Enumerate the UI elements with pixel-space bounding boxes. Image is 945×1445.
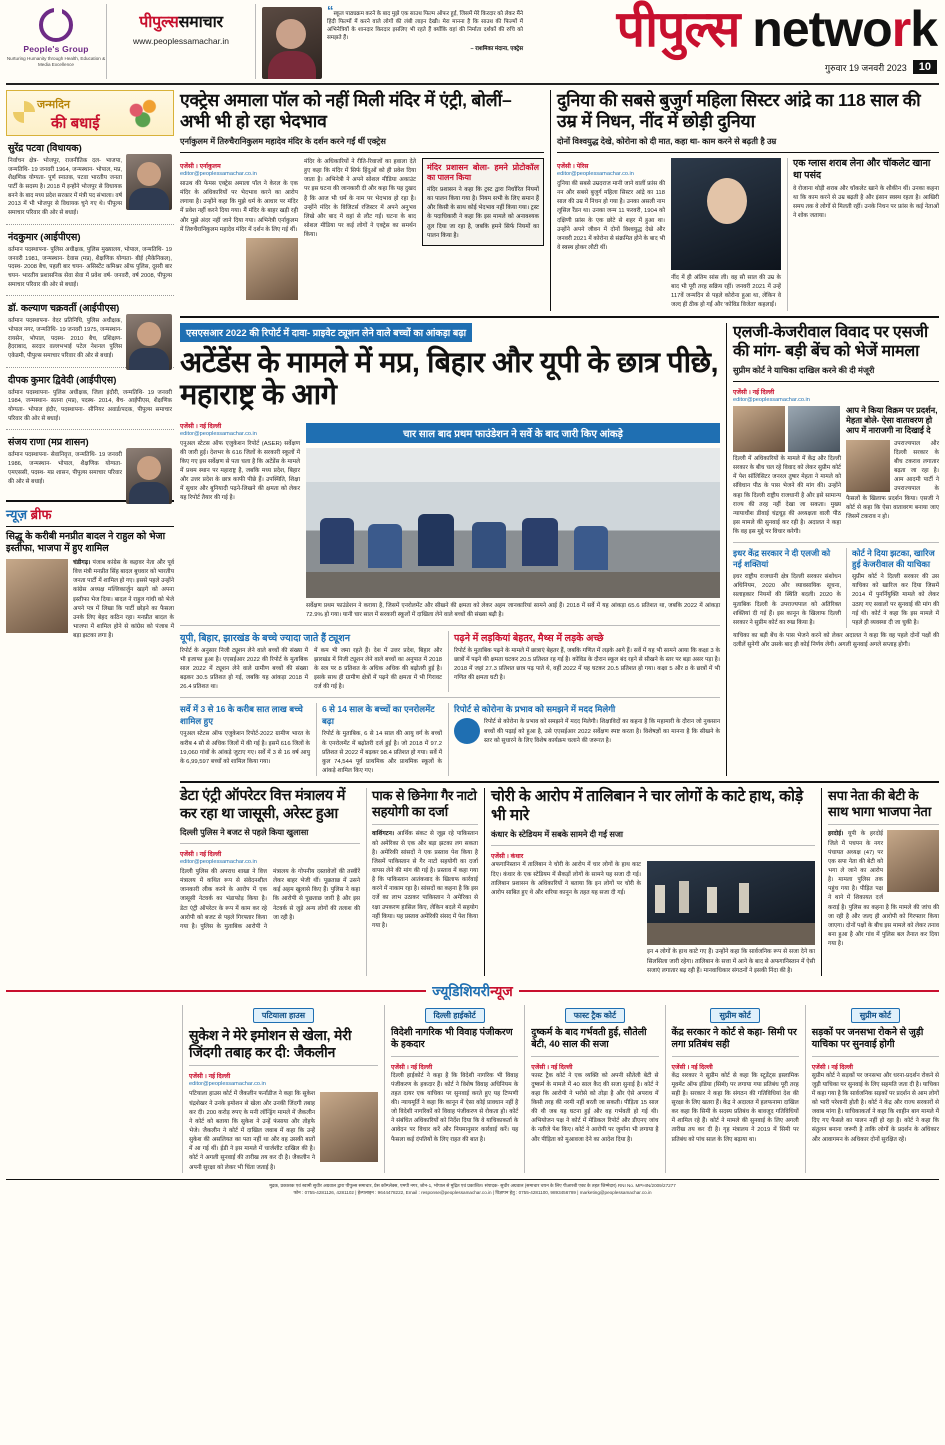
person-name: सुरेंद्र पटवा (विधायक) xyxy=(8,143,82,154)
nun-photo xyxy=(671,158,781,270)
story-sister-andre xyxy=(550,90,939,311)
court-tag: सुप्रीम कोर्ट xyxy=(710,1008,759,1023)
side-body: वे रोजाना थोड़ी शराब और चॉकलेट खाने के शौकीन थीं। उनका कहना था कि काम करने से उम्र बढ़ती है और इंसान स्वस्थ रहता है। आखिरी समय तक वे लोगों से मिलती रहीं। उनके निधन पर फ्रांस के कई नेताओं ने शोक जताया। xyxy=(793,185,939,220)
side-headline: एक ग्लास शराब लेना और चॉकलेट खाना था पसंद xyxy=(793,158,931,181)
headline: पाक से छिनेगा गैर नाटो सहयोगी का दर्जा xyxy=(372,788,477,819)
lg-mid-body: इधर राष्ट्रीय राजधानी क्षेत्र दिल्ली सरकार संशोधन अधिनियम, 2020 और व्यावसायिक सूचना, सलाहकार नियमों की स्थिति बदली। 2020 के मुताबिक दिल्ली के उपराज्यपाल को अतिरिक्त शक्तियां दी गई हैं। इस कानून के खिलाफ दिल्ली सरकार ने सुप्रीम कोर्ट का रुख किया है। xyxy=(733,574,841,626)
lead-ribbon: चार साल बाद प्रथम फाउंडेशन ने सर्वे के बाद जारी किए आंकड़े xyxy=(306,423,720,443)
actress-photo xyxy=(246,238,298,300)
politician-photo-2 xyxy=(788,406,840,452)
judiciary-item xyxy=(6,1005,176,1173)
birthday-title-line2: की बधाई xyxy=(51,115,100,132)
sapa-body: यूपी के हरदोई जिले में पचपन के नगर पंचायत अध्यक्ष (47) पर एक सपा नेता की बेटी को भगा ले जाने का आरोप है। मामला पुलिस तक पहुंच गया है। पीड़ित पक्ष ने थाने में शिकायत दर्ज कराई है। पुलिस का कहना है कि मामले की जांच की जा रही है और जल्द ही आरोपी को गिरफ्तार किया जाएगा। दोनों पक्षों के बीच इस मामले को लेकर तनाव बना हुआ है और गांव में पुलिस बल तैनात कर दिया गया है। xyxy=(828,831,939,948)
story-taliban xyxy=(484,788,815,976)
judiciary-body: दिल्ली हाईकोर्ट ने कहा है कि विदेशी नागरिक भी विवाह पंजीकरण के हकदार हैं। कोर्ट ने विशेष विवाह अधिनियम के तहत दायर एक याचिका पर सुनवाई करते हुए यह टिप्पणी की। न्यायमूर्ति ने कहा कि कानून में ऐसा कोई प्रावधान नहीं है जो विदेशी नागरिकों को विवाह पंजीकरण से रोकता हो। कोर्ट ने संबंधित अधिकारियों को निर्देश दिया कि वे याचिकाकर्ता के आवेदन पर विचार करें और नियमानुसार कार्रवाई करें। यह फैसला कई दंपतियों के लिए राहत की बात है। xyxy=(391,1072,519,1143)
footer-imprint xyxy=(6,1179,939,1197)
story-sapa xyxy=(821,788,939,976)
publisher-logo xyxy=(6,4,106,79)
judiciary-item xyxy=(524,1005,658,1173)
judiciary-body: केंद्र सरकार ने सुप्रीम कोर्ट से कहा कि स्टूडेंट्स इस्लामिक मूवमेंट ऑफ इंडिया (सिमी) पर लगाया गया प्रतिबंध पूरी तरह सही है। सरकार ने कहा कि संगठन की गतिविधियां देश की सुरक्षा के लिए खतरा हैं। केंद्र ने अदालत में हलफनामा दाखिल कर कहा कि सिमी के सदस्य प्रतिबंध के बावजूद गतिविधियों में शामिल रहे हैं। कोर्ट ने मामले की सुनवाई के लिए अगली तारीख तय कर दी है। गृह मंत्रालय ने 2019 में सिमी पर प्रतिबंध को पांच साल के लिए बढ़ाया था। xyxy=(671,1072,799,1143)
headline: दुनिया की सबसे बुजुर्ग महिला सिस्टर आंद्रे का 118 साल की उम्र में निधन, नींद में छोड़ी दुनिया xyxy=(557,90,921,131)
news-brief-body: पंजाब कांग्रेस के कद्दावर नेता और पूर्व वित्त मंत्री मनप्रीत सिंह बादल बुधवार को भारतीय जनता पार्टी में शामिल हो गए। इससे पहले उन्होंने कांग्रेस अध्यक्ष मल्लिकार्जुन खड़गे को अपना इस्तीफा भेज दिया। बादल ने राहुल गांधी को भेजे अपने पत्र में लिखा कि पार्टी छोड़ने का फैसला उनके लिए बेहद कठिन रहा। मनप्रीत बादल के भाजपा में शामिल होने से कांग्रेस को पंजाब में बड़ा झटका लगा है। xyxy=(73,559,174,640)
deck: दिल्ली पुलिस ने बजट से पहले किया खुलासा xyxy=(180,827,309,837)
judiciary-item xyxy=(384,1005,518,1173)
sparkle-icon xyxy=(13,101,35,123)
quote-mark-icon: “ xyxy=(327,3,334,18)
byline: वाशिंगटन। xyxy=(372,831,395,838)
byline: हरदोई। xyxy=(828,831,844,838)
lg-body: दिल्ली में अधिकारियों के मामले में केंद्र और दिल्ली सरकार के बीच चल रहे विवाद को लेकर सुप्रीम कोर्ट में पेश सॉलिसिटर जनरल तुषार मेहता ने मामले को संविधान पीठ के पास भेजने की मांग की। उन्होंने कहा कि दिल्ली राष्ट्रीय राजधानी है और इसे सामान्य राज्य की तरह नहीं देखा जा सकता। मुख्य न्यायाधीश डीवाई चंद्रचूड़ की अध्यक्षता वाली पीठ इस मामले की सुनवाई कर रही है। अदालत ने कहा कि वह इस मुद्दे पर विचार करेगी। xyxy=(733,455,841,536)
byline: एजेंसी । नई दिल्ली xyxy=(733,388,775,396)
lg-bottom-sub: कोर्ट ने दिया झटका, खारिज हुई केजरीवाल की याचिका xyxy=(852,548,935,570)
lead-sub3: सर्वे में 3 से 16 के करीब सात लाख बच्चे शामिल हुए xyxy=(180,704,303,727)
pak-body: आर्थिक संकट से जूझ रहे पाकिस्तान को अमेरिका से एक और बड़ा झटका लग सकता है। अमेरिकी सांसदों ने एक प्रस्ताव पेश किया है जिसमें पाकिस्तान से गैर नाटो सहयोगी का दर्जा वापस लेने की मांग की गई है। प्रस्ताव में कहा गया है कि पाकिस्तान आतंकवाद के खिलाफ कार्रवाई करने में नाकाम रहा है। सांसदों का कहना है कि इस दर्जे का लाभ उठाकर पाकिस्तान ने अमेरिका से रक्षा उपकरण हासिल किए, लेकिन बदले में सहयोग नहीं किया। यह प्रस्ताव अमेरिकी संसद में पेश किया गया है। xyxy=(372,831,478,929)
body-col1: साउथ की फेमस एक्ट्रेस अमाला पॉल ने केरल के एक मंदिर के अधिकारियों पर भेदभाव करने का आरोप लगाया है। उन्होंने कहा कि मुझे धर्म के आधार पर मंदिर में प्रवेश नहीं करने दिया गया। मैं मंदिर के बाहर खड़ी रही और मुझे अंदर नहीं जाने दिया गया। अभिनेत्री एर्नाकुलम में तिरुचैरानिकुलम महादेव मंदिर में दर्शन के लिए गई थीं। xyxy=(180,181,298,233)
email[interactable]: editor@peoplessamachar.co.in xyxy=(557,171,634,177)
lead-sub1-col2: में कम भी जमा रहते हैं। देश में उत्तर प्रदेश, बिहार और झारखंड में निजी ट्यूशन लेने वाले बच्चों का अनुपात में 2018 के सत्र पर 8 प्रतिशत के अधिक अधिक की बढ़ोतरी हुई है। इसके साथ ही ग्रामीण क्षेत्रों में पढ़ने की क्षमता में भी गिरावट दर्ज की गई है। xyxy=(314,647,442,691)
lead-sub5: रिपोर्ट से कोरोना के प्रभाव को समझने में मदद मिलेगी xyxy=(454,704,616,715)
politician-photo-1 xyxy=(733,406,785,452)
website-url[interactable]: www.peoplessamachar.in xyxy=(133,36,229,46)
person-name: डॉ. कल्याण चक्रवर्ती (आईपीएस) xyxy=(8,303,120,315)
headline: एक्ट्रेस अमाला पॉल को नहीं मिली मंदिर में एंट्री, बोलीं– अभी भी हो रहा भेदभाव xyxy=(180,90,512,131)
headline: सपा नेता की बेटी के साथ भागा भाजपा नेता xyxy=(828,788,931,819)
flower-basket-icon xyxy=(123,95,167,133)
birthday-entry xyxy=(6,225,174,296)
lead-story xyxy=(180,323,720,777)
lead-sub3-body: एनुअल स्टेटस ऑफ एजुकेशन रिपोर्ट-2022 ग्रामीण भारत के करीब 4 सौ से अधिक जिलों में की गई है। इसमें 616 जिलों के 19,060 गांवों के आंकड़े जुटाए गए। सर्वे में 3 से 16 वर्ष आयु के 6,99,597 बच्चों को शामिल किया गया। xyxy=(180,731,310,765)
lg-right-headline: आप ने किया विक्रम पर प्रदर्शन, मेहता बोले- ऐसा वातावरण हो आप में नाराजगी ना दिखाई दे xyxy=(846,405,938,436)
judiciary-item xyxy=(665,1005,799,1173)
judiciary-body: सुप्रीम कोर्ट ने सड़कों पर जनसभा और धरना-प्रदर्शन रोकने से जुड़ी याचिका पर सुनवाई के लिए सहमति जता दी है। याचिका में कहा गया है कि सार्वजनिक सड़कों पर प्रदर्शन से आम लोगों को भारी परेशानी होती है। कोर्ट ने केंद्र और राज्य सरकारों से जवाब मांगा है। याचिकाकर्ता ने कहा कि शाहीन बाग मामले में दिए गए फैसले का पालन नहीं हो रहा है। कोर्ट ने कहा कि संतुलन बनाना जरूरी है ताकि लोगों के प्रदर्शन के अधिकार और आवागमन के अधिकार दोनों सुरक्षित रहें। xyxy=(811,1072,939,1143)
masthead xyxy=(6,1,939,85)
lead-col1: एनुअल स्टेटस ऑफ एजुकेशन रिपोर्ट (ASER) सर्वेक्षण की जारी हुई। देशभर के 616 जिलों के सरकारी स्कूलों में किए गए इस सर्वेक्षण से पता चला है कि अटेंडेंस के मामले में प्रथम स्थान पर महाराष्ट्र है, जबकि मध्य प्रदेश, बिहार और उत्तर प्रदेश के छात्र काफी पीछे हैं। उपस्थिति, शिक्षा में सुधार और बुनियादी पढ़ने-लिखने की क्षमता को लेकर यह रिपोर्ट तैयार की गई है। xyxy=(180,440,300,502)
body-col2: नींद में ही अंतिम सांस ली। वह सौ साल की उम्र के बाद भी पूरी तरह सक्रिय रहीं। जनवरी 2021 में उन्हें 117वें जन्मदिन से पहले कोरोना हुआ था, लेकिन वे जल्द ही ठीक हो गईं और 'कोविड विजेता' कहलाईं। xyxy=(671,275,781,309)
story-spy xyxy=(180,788,360,976)
peoples-group-icon xyxy=(39,8,73,42)
person-photo xyxy=(126,314,172,370)
official-photo xyxy=(846,440,890,492)
sidebar-box-body: मंदिर प्रशासन ने कहा कि ट्रस्ट द्वारा निर्धारित नियमों का पालन किया गया है। नियम सभी के लिए समान हैं और किसी के साथ कोई भेदभाव नहीं किया गया। ट्रस्ट के पदाधिकारी ने कहा कि इस मामले को अनावश्यक तूल दिया जा रहा है, जबकि हमने सिर्फ नियमों का पालन किया है। xyxy=(427,187,539,239)
publisher-name: People's Group xyxy=(23,44,89,54)
news-brief-photo xyxy=(6,559,68,633)
network-brand xyxy=(529,1,939,79)
brand-en-r: r xyxy=(891,1,911,57)
deck: कंधार के स्टेडियम में सबके सामने दी गई सजा xyxy=(491,830,624,840)
judiciary-item xyxy=(182,1005,378,1173)
actress-photo xyxy=(320,1092,378,1162)
quote-box xyxy=(256,4,529,79)
top-stories-row xyxy=(180,90,939,311)
lg-bottom-body: सुप्रीम कोर्ट ने दिल्ली सरकार की उस याचिका को खारिज कर दिया जिसमें 2014 में पुनर्नियुक्ति मामले को लेकर उठाए गए सवालों पर सुनवाई की मांग की गई थी। कोर्ट ने कहा कि इस मामले में पहले ही व्यवस्था दी जा चुकी है। xyxy=(852,574,939,626)
sidebar-box-title: मंदिर प्रशासन बोला- हमने प्रोटोकॉल का पालन किया xyxy=(427,163,539,182)
byline: एजेंसी । नई दिल्ली xyxy=(189,1073,231,1081)
email[interactable]: editor@peoplessamachar.co.in xyxy=(189,1081,266,1088)
court-tag: पटियाला हाउस xyxy=(253,1008,314,1023)
publication-date: गुरुवार 19 जनवरी 2023 xyxy=(825,62,907,73)
lead-sub1-col1: रिपोर्ट के अनुसार निजी ट्यूशन लेने वाले बच्चों की संख्या में भी इजाफा हुआ है। एएसईआर 2022 की रिपोर्ट के मुताबिक साल 2022 में ट्यूशन लेने वाले ग्रामीण बच्चों की संख्या बढ़कर 30.5 प्रतिशत हो गई, जबकि यह आंकड़ा 2018 में 26.4 प्रतिशत था। xyxy=(180,647,308,691)
lead-sub1: यूपी, बिहार, झारखंड के बच्चे ज्यादा जाते हैं ट्यूशन xyxy=(180,632,351,644)
byline: एजेंसी । नई दिल्ली xyxy=(531,1063,573,1071)
headline: सड़कों पर जनसभा रोकने से जुड़ी याचिका पर सुनवाई होगी xyxy=(811,1026,924,1050)
email[interactable]: editor@peoplessamachar.co.in xyxy=(180,171,257,177)
news-brief-headline: सिद्धू के करीबी मनप्रीत बादल ने राहुल को भेजा इस्तीफा, भाजपा में हुए शामिल xyxy=(6,531,166,555)
brand-en-1: netwo xyxy=(752,1,892,57)
news-brief-label1: न्यूज़ xyxy=(6,507,28,523)
birthday-entry xyxy=(6,296,174,367)
headline: डेटा एंट्री ऑपरेटर वित्त मंत्रालय में कर रहा था जासूसी, अरेस्ट हुआ xyxy=(180,788,346,822)
judiciary-item xyxy=(805,1005,939,1173)
paper-name-hindi2: समाचार xyxy=(178,14,223,31)
footer-line-2: फोन : 0755-4281126, 4281102 | हेल्पलाइन : 9644478222, Email : response@peoplessamachar.co.in | विज्ञापन हेतु : 0755-4281100, 9893456789 | marketing@peoplessamachar.co.in xyxy=(293,1189,652,1195)
person-name: नंदकुमार (आईपीएस) xyxy=(8,231,81,243)
sidebar-box xyxy=(422,158,544,246)
body-col2: मंदिर के अधिकारियों ने रीति-रिवाजों का हवाला देते हुए कहा कि मंदिर में सिर्फ हिंदुओं को ही प्रवेश दिया जाता है। अभिनेत्री ने अपने सोशल मीडिया अकाउंट पर इस घटना की जानकारी दी और कहा कि यह दुखद है कि आज भी धर्म के नाम पर भेदभाव हो रहा है। उन्होंने मंदिर के विजिटर्स रजिस्टर में अपने अनुभव लिखे और बाद में वहां से लौट गईं। घटना के बाद सोशल मीडिया पर कई लोगों ने एक्ट्रेस का समर्थन किया। xyxy=(304,159,416,239)
paper-nameplate xyxy=(106,4,256,79)
classroom-photo xyxy=(306,448,720,598)
headline: दुष्कर्म के बाद गर्भवती हुई, सौतेली बेटी, 40 साल की सजा xyxy=(531,1026,647,1050)
leader-photo xyxy=(887,830,939,892)
left-rail xyxy=(6,90,174,976)
person-name: दीपक कुमार द्विवेदी (आईपीएस) xyxy=(8,374,117,386)
lead-sub4: 6 से 14 साल के बच्चों का एनरोलमेंट बढ़ा xyxy=(322,704,435,727)
brand-hindi: पीपुल्स xyxy=(616,1,740,57)
story-pakistan xyxy=(366,788,478,976)
lg-tail: याचिका का बड़ी बेंच के पास भेजने करने को लेकर अदालत ने कहा कि वह पहले दोनों पक्षों की दलीलें सुनेगी और उसके बाद ही कोई निर्णय लेगी। अगली सुनवाई अगले सप्ताह होगी। xyxy=(733,633,939,649)
headline: सुकेश ने मेरे इमोशन से खेला, मेरी जिंदगी तबाह कर दी: जैकलीन xyxy=(189,1026,352,1060)
lead-sub4-body: रिपोर्ट के मुताबिक, 6 से 14 साल की आयु वर्ग के बच्चों के एनरोलमेंट में बढ़ोतरी दर्ज हुई है। जो 2018 में 97.2 प्रतिशत से 2022 में बढ़कर 98.4 प्रतिशत हो गया। सर्वे में कुल 74,544 पूर्व प्राथमिक और प्राथमिक स्कूलों के आंकड़े शामिल किए गए। xyxy=(322,731,442,775)
judiciary-items xyxy=(6,1005,939,1173)
news-brief-byline: चंडीगढ़। xyxy=(73,559,91,566)
lead-sub2-body: रिपोर्ट के मुताबिक पढ़ने के मामले में छात्राएं बेहतर हैं, जबकि गणित में लड़के आगे हैं। सर्वे में यह भी सामने आया कि कक्षा 3 के छात्रों में पढ़ने की क्षमता घटकर 20.5 प्रतिशत रह गई है। कोविड के दौरान स्कूल बंद रहने से सीखने के स्तर पर बड़ा असर पड़ा है। 2018 में जहां 27.3 प्रतिशत छात्र पढ़ पाते थे, वहीं 2022 में यह घटकर 20.5 प्रतिशत हो गया। कक्षा 5 और 8 के छात्रों में भी गणित की क्षमता घटी है। xyxy=(454,647,720,682)
deck: दोनों विश्वयुद्ध देखे, कोरोना को दी मात, कहा था- काम करने से बढ़ती है उम्र xyxy=(557,137,777,146)
email[interactable]: editor@peoplessamachar.co.in xyxy=(180,858,257,865)
lead-headline: अटेंडेंस के मामले में मप्र, बिहार और यूपी के छात्र पीछे, महाराष्ट्र के आगे xyxy=(180,346,718,412)
headline: एलजी-केजरीवाल विवाद पर एसजी की मांग- बड़ी बेंच को भेजें मामला xyxy=(733,323,929,360)
byline: एजेंसी । नई दिल्ली xyxy=(391,1063,433,1071)
birthday-entry xyxy=(6,136,174,225)
byline: एजेंसी । नई दिल्ली xyxy=(180,850,222,858)
byline: एजेंसी । नई दिल्ली xyxy=(180,422,222,430)
byline: एजेंसी । पेरिस xyxy=(557,163,589,170)
byline: एजेंसी । नई दिल्ली xyxy=(671,1063,713,1071)
news-brief-label2: ब्रीफ xyxy=(30,507,52,523)
byline: एजेंसी । नई दिल्ली xyxy=(811,1063,853,1071)
lg-right-body: उपराज्यपाल और दिल्ली सरकार के बीच टकराव लगातार बढ़ता जा रहा है। आम आदमी पार्टी ने उपराज्यपाल के फैसलों के खिलाफ प्रदर्शन किया। एसजी ने कोर्ट से कहा कि ऐसा वातावरण बनाया जाए जिसमें टकराव न हो। xyxy=(846,440,939,520)
body-col1: दुनिया की सबसे उम्रदराज मानी जाने वालीं फ्रांस की नन और सबसे बुजुर्ग महिला सिस्टर आंद्रे का 118 साल की उम्र में निधन हो गया है। उनका असली नाम लूसिल रैंडन था। उनका जन्म 11 फरवरी, 1904 को दक्षिणी फ्रांस के एक छोटे से शहर में हुआ था। उन्होंने अपने जीवन में दोनों विश्वयुद्ध देखे और जनवरी 2021 में कोरोना से संक्रमित होने के बाद भी वे स्वस्थ होकर लौटी थीं। xyxy=(557,181,666,251)
headline: केंद्र सरकार ने कोर्ट से कहा- सिमी पर लगा प्रतिबंध सही xyxy=(671,1026,797,1050)
person-bio: वर्तमान पदस्थापना- पुलिस अधीक्षक, पुलिस मुख्यालय, भोपाल, जन्मतिथि- 19 जनवरी 1981, जन्मस्थान- देवास (मप्र), शैक्षणिक योग्यता- बीई (मैकेनिकल), पदस्थ- 2008 बैच, पहली बार चयन- असिस्टेंट कमिश्नर ऑफ पुलिस, दूसरी बार चयन- भारतीय प्रशासनिक सेवा सेवा में प्रवेश वर्ष- जनवरी, वर्ष 2008, पीपुल्स समाचार परिवार की ओर से बधाई। xyxy=(8,246,172,288)
lead-sub5-body: रिपोर्ट से कोरोना के प्रभाव को समझने में मदद मिलेगी। शिक्षाविदों का कहना है कि महामारी के दौरान जो नुकसान बच्चों की पढ़ाई को हुआ है, उसे एएसईआर 2022 सर्वेक्षण स्पष्ट करता है। विशेषज्ञों का मानना है कि सीखने के स्तर को सुधारने के लिए विशेष कार्यक्रम चलाने की जरूरत है। xyxy=(484,719,720,744)
person-photo xyxy=(126,154,172,210)
headline: विदेशी नागरिक भी विवाह पंजीकरण के हकदार xyxy=(391,1026,513,1050)
person-bio: वर्तमान पदस्थापना- सेवानिवृत्त, जन्मतिथि- 19 जनवरी 1986, जन्मस्थान- भोपाल, शैक्षणिक योग्यता- एमएससी, पदस्थ- मप्र शासन, पीपुल्स समाचार परिवार की ओर से बधाई। xyxy=(8,452,122,485)
spy-body: दिल्ली पुलिस की अपराध शाखा ने वित्त मंत्रालय में कथित रूप से संवेदनशील जानकारी लीक करने के आरोप में एक जासूसी नेटवर्क का भंडाफोड़ किया है। डेटा एंट्री ऑपरेटर के रूप में काम कर रहे आरोपी को बजट से पहले गिरफ्तार किया गया है। पुलिस के मुताबिक आरोपी ने मंत्रालय के गोपनीय दस्तावेजों की तस्वीरें लेकर बाहर भेजी थीं। पूछताछ में उसने कई अहम खुलासे किए हैं। पुलिस ने कहा कि आरोपी से पूछताछ जारी है और इस नेटवर्क से जुड़े अन्य लोगों की तलाश की जा रही है। xyxy=(180,868,360,930)
page-number: 10 xyxy=(913,60,937,74)
taliban-body: अफगानिस्तान में तालिबान ने चोरी के आरोप में चार लोगों के हाथ काट दिए। कंधार के एक स्टेडियम में सैकड़ों लोगों के सामने यह सजा दी गई। तालिबान प्रशासन के अधिकारियों ने बताया कि इन लोगों पर चोरी के आरोप साबित हुए थे और शरिया कानून के तहत यह सजा दी गई। xyxy=(491,862,641,896)
story-lg-kejriwal xyxy=(726,323,939,777)
deck: सुप्रीम कोर्ट ने याचिका दाखिल करने की दी मंजूरी xyxy=(733,365,875,375)
taliban-body2: इन 4 लोगों के हाथ काटे गए हैं। उन्होंने कहा कि सार्वजनिक रूप से सजा देने का सिलसिला जारी रहेगा। तालिबान के सत्ता में आने के बाद से अफगानिस्तान में ऐसी सजाएं लगातार बढ़ रही हैं। मानवाधिकार संगठनों ने इसकी निंदा की है। xyxy=(647,949,815,974)
birthday-title-line1: जन्मदिन xyxy=(37,99,71,111)
court-tag: फास्ट ट्रैक कोर्ट xyxy=(565,1008,625,1023)
lead-kicker: एसएसआर 2022 की रिपोर्ट में दावा- प्राइवेट ट्यूशन लेने वाले बच्चों का आंकड़ा बढ़ा xyxy=(180,323,472,342)
quote-text: स्कूल पाठ्यक्रम करने के बाद मुझे एक साउथ फिल्म ऑफर हुई, जिसमें मेरे किरदार को लेकर मैंने हिंदी फिल्मों में करने वाले लोगों की लंबी लाइन देखी। मेरा मानना है कि साउथ की फिल्मों में अभिनेत्रियों के शानदार किरदार इसलिए भी रहते हैं क्योंकि वहां की निर्माता दर्शकों की रुचि को समझते हैं। xyxy=(327,11,523,42)
footer-line-1: मुद्रक, प्रकाशक एवं स्वामी सुधीर अग्रवाल द्वारा पीपुल्स समाचार, प्रेस कॉम्प्लेक्स, एमपी नगर, जोन-1, भोपाल से मुद्रित एवं प्रकाशित। संपादक- सुधीर अग्रवाल (समाचार चयन के लिए पीआरबी एक्ट के तहत जिम्मेदार) RNI No. MPHIN/2009/27277 xyxy=(269,1182,676,1188)
person-bio: वर्तमान पदस्थापना- वेदर प्रतिनिधि, पुलिस अधीक्षक, भोपाल नगर, जन्मतिथि- 19 जनवरी 1975, जन्मस्थान- रायसेन, भोपाल, पदस्थ- 2010 बैच, प्रशिक्षण- हैदराबाद, सरदार वल्लभभाई पटेल नेशनल पुलिस एकेडमी, पीपुल्स समाचार परिवार की ओर से बधाई। xyxy=(8,318,122,359)
birthday-entry xyxy=(6,430,174,492)
quote-author: – राशमिका मंदाना, एक्ट्रेस xyxy=(470,46,523,53)
person-bio: निर्वाचन क्षेत्र- भोजपुर, राजनीतिक दल- भाजपा, जन्मतिथि- 19 जनवरी 1964, जन्मस्थान- भोपाल, मप्र, शैक्षणिक योग्यता- पूर्ण स्नातक, पटवा भारतीय जनता पार्टी के सदस्य है। 2018 में इन्होंने भोजपुर से विधायक बनने के बाद मध्य प्रदेश सरकार में मंत्री पद संभाला। वर्ष 2013 में भी भोजपुर से विधायक चुने गए थे। पीपुल्स समाचार परिवार की ओर से बधाई। xyxy=(8,158,122,217)
judiciary-section-header xyxy=(6,982,939,1001)
birthday-header xyxy=(6,90,174,136)
publisher-tagline: Nurturing Humanity through Health, Education & Media Excellence xyxy=(6,56,106,67)
lg-mid-sub: इधर केंद्र सरकार ने दी एलजी को नई शक्तियां xyxy=(733,548,831,570)
paper-name-hindi: पीपुल्स xyxy=(139,14,179,31)
main-content xyxy=(180,90,939,976)
judiciary-body: फास्ट ट्रैक कोर्ट ने एक व्यक्ति को अपनी सौतेली बेटी से दुष्कर्म के मामले में 40 साल कैद की सजा सुनाई है। कोर्ट ने कहा कि आरोपी ने भरोसे को तोड़ा है और ऐसे अपराध में किसी तरह की नरमी नहीं बरती जा सकती। पीड़िता 15 साल की थी जब यह घटना हुई और वह गर्भवती हो गई थी। अभियोजन पक्ष ने कोर्ट में मेडिकल रिपोर्ट और डीएनए जांच के नतीजे पेश किए। कोर्ट ने आरोपी पर जुर्माना भी लगाया है और पीड़िता को मुआवजा देने का आदेश दिया है। xyxy=(531,1072,659,1143)
judiciary-title-blue: ज्यूडिशियरी xyxy=(432,982,491,999)
birthday-entry xyxy=(6,368,174,431)
person-bio: वर्तमान पदस्थापना- पुलिस अधीक्षक, जिला इंदौरी, जन्मतिथि- 19 जनवरी 1984, जन्मस्थान- सतना (मप्र), पदस्थ- 2014, बैच- आईपीएस, शैक्षणिक योग्यता- भोपाल इंदौर, पदस्थापना- सीनियर अवार्ड/पदक, पीपुल्स समाचार परिवार की ओर से बधाई। xyxy=(8,389,172,422)
celebrity-photo xyxy=(262,7,322,79)
stadium-photo xyxy=(647,861,815,945)
person-name: संजय राणा (मप्र शासन) xyxy=(8,437,89,449)
email[interactable]: editor@peoplessamachar.co.in xyxy=(733,396,810,403)
judiciary-title-red: न्यूज xyxy=(490,982,513,999)
brand-en-2: k xyxy=(910,1,937,57)
judiciary-body: पटियाला हाउस कोर्ट में जैकलीन फर्नांडीज ने कहा कि सुकेश चंद्रशेखर ने उनके इमोशन से खेला और उनकी जिंदगी तबाह कर दी। 200 करोड़ रुपए के मनी लॉन्ड्रिंग मामले में जैकलीन ने कोर्ट को बताया कि सुकेश ने उन्हें फंसाया और तोहफे भेजे। जैकलीन ने कोर्ट में दाखिल जवाब में कहा कि उन्हें सुकेश की असलियत का पता नहीं था और वह उसकी बातों में आ गई थीं। ईडी ने इस मामले में चार्जशीट दाखिल की है। कोर्ट ने अगली सुनवाई की तारीख तय कर दी है। जैकलीन ने अपनी सुरक्षा को लेकर भी चिंता जताई है। xyxy=(189,1091,315,1171)
court-tag: सुप्रीम कोर्ट xyxy=(851,1008,900,1023)
lead-col2: सर्वेक्षण प्रथम फाउंडेशन ने कराया है, जिसमें एनरोलमेंट और सीखने की क्षमता को लेकर अहम जानकारियां सामने आई हैं। 2018 में सर्वे में यह आंकड़ा 65.6 प्रतिशत था, जबकि 2022 में आंकड़ा 72.9% हो गया। यानी चार साल में सरकारी स्कूलों में दाखिला लेने वाले बच्चों की संख्या बढ़ी है। xyxy=(306,602,720,618)
email[interactable]: editor@peoplessamachar.co.in xyxy=(180,430,257,437)
byline: एजेंसी । एर्नाकुलम xyxy=(180,163,221,170)
court-tag: दिल्ली हाईकोर्ट xyxy=(425,1008,485,1023)
headline: चोरी के आरोप में तालिबान ने चार लोगों के काटे हाथ, कोड़े भी मारे xyxy=(491,788,803,824)
lead-sub2: पढ़ने में लड़कियां बेहतर, मैथ्स में लड़के अच्छे xyxy=(454,632,604,644)
deck: एर्नाकुलम में तिरुचैरानिकुलम महादेव मंदिर के दर्शन करने गईं थीं एक्ट्रेस xyxy=(180,137,386,146)
byline: एजेंसी । कंधार xyxy=(491,853,524,861)
person-photo xyxy=(126,448,172,504)
story-amala-paul xyxy=(180,90,544,311)
